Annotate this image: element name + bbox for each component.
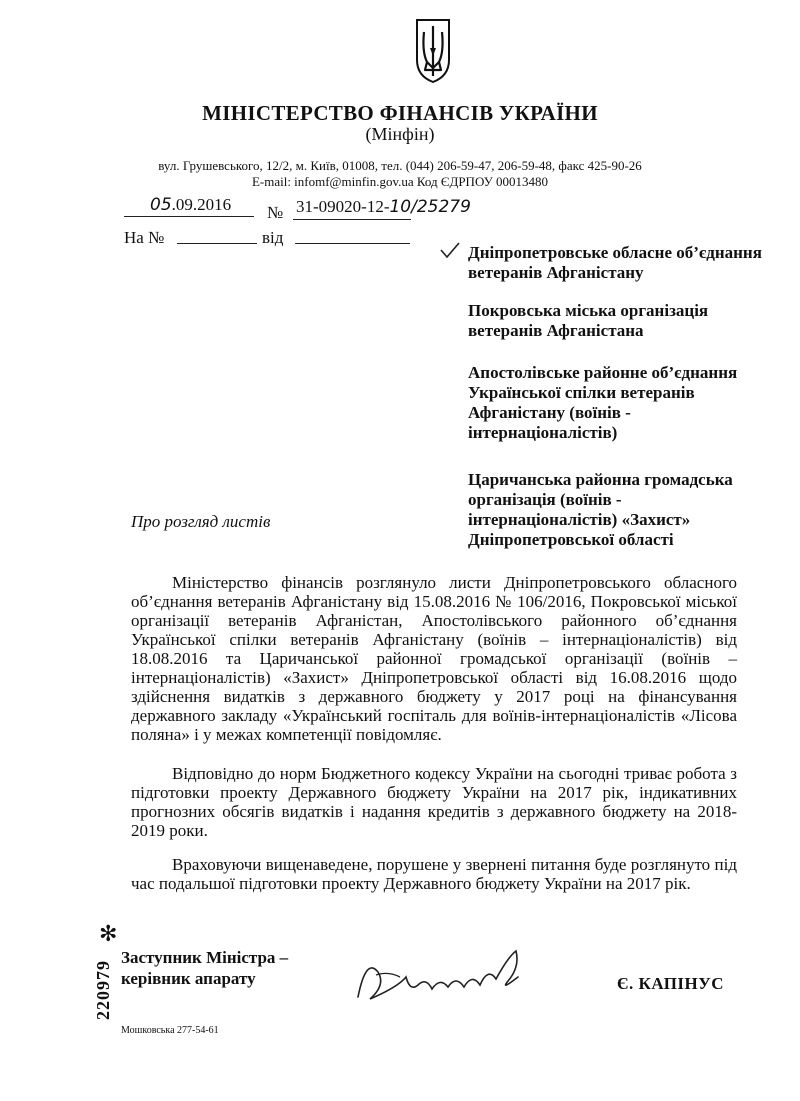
number-underline [293,219,411,220]
reply-from-label: від [262,228,284,247]
date-handwritten: 05 [150,195,172,215]
ministry-email: E-mail: infomf@minfin.gov.ua Код ЄДРПОУ 00013480 [251,174,549,189]
outgoing-number [296,197,471,217]
handwritten-signature [348,937,528,1012]
signatory-title: Заступник Міністра – керівник апарату [121,948,289,988]
body-paragraph: Міністерство фінансів розглянуло листи Дніпропетровського обласного об’єднання ветеранів Афганістану від 15.08.2016 № 106/2016, Покровської міської організації ветеранів Афганістан, Апостолівського районного об’єднання Української спілки ветеранів Афганістану (воїнів – інтернаціоналістів) від 18.08.2016 та Царичанської районної громадської організації (воїнів – інтернаціоналістів) «Захист» Дніпропетровської області від 16.08.2016 щодо здійснення видатків з державного бюджету у 2017 році на фінансування державного закладу «Український госпіталь для воїнів-інтернаціоналістів «Лісова поляна» і у межах компетенції повідомляє. [131,573,737,744]
letter-subject: Про розгляд листів [131,512,271,531]
ministry-address: вул. Грушевського, 12/2, м. Київ, 01008, тел. (044) 206-59-47, 206-59-48, факс 425-90-26 [158,158,642,173]
body-paragraph: Відповідно до норм Бюджетного кодексу України на сьогодні триває робота з підготовки проекту Державного бюджету України на 2017 рік, індикативних прогнозних обсягів видатків і надання кредитів з державного бюджету на 2018-2019 роки. [131,764,737,840]
recipient-1: Дніпропетровське обласне об’єднання ветеранів Афганістану [468,243,762,282]
trident-emblem-icon [413,18,453,84]
outgoing-number-label: № [267,203,284,222]
signatory-name: Є. КАПІНУС [617,974,725,993]
reply-date-blank [295,243,410,244]
body-paragraph: Враховуючи вищенаведене, порушене у звернені питання буде розглянуто під час подальшої підготовки проекту Державного бюджету України на 2017 рік. [131,855,737,893]
recipient-4: Царичанська районна громадська організація (воїнів - інтернаціоналістів) «Захист» Дніпропетровської області [468,470,733,549]
outgoing-date [150,195,231,215]
reply-number-blank [177,243,257,244]
ministry-abbreviation: (Мінфін) [365,124,435,144]
executor-info: Мошковська 277-54-61 [121,1025,219,1036]
asterisk-mark: ✻ [99,922,118,947]
date-printed: .09.2016 [171,195,232,214]
date-underline [124,216,254,217]
reply-number-label: На № [124,228,165,247]
number-printed: 31-09020-12- [296,197,390,216]
checkmark-icon [439,241,461,259]
recipient-2: Покровська міська організація ветеранів Афганістана [468,301,709,340]
registration-number: 220979 [93,960,113,1020]
recipient-3: Апостолівське районне об’єднання Української спілки ветеранів Афганістану (воїнів - інтернаціоналістів) [468,363,738,442]
ministry-name: МІНІСТЕРСТВО ФІНАНСІВ УКРАЇНИ [202,101,598,125]
number-handwritten: 10/25279 [389,197,471,217]
